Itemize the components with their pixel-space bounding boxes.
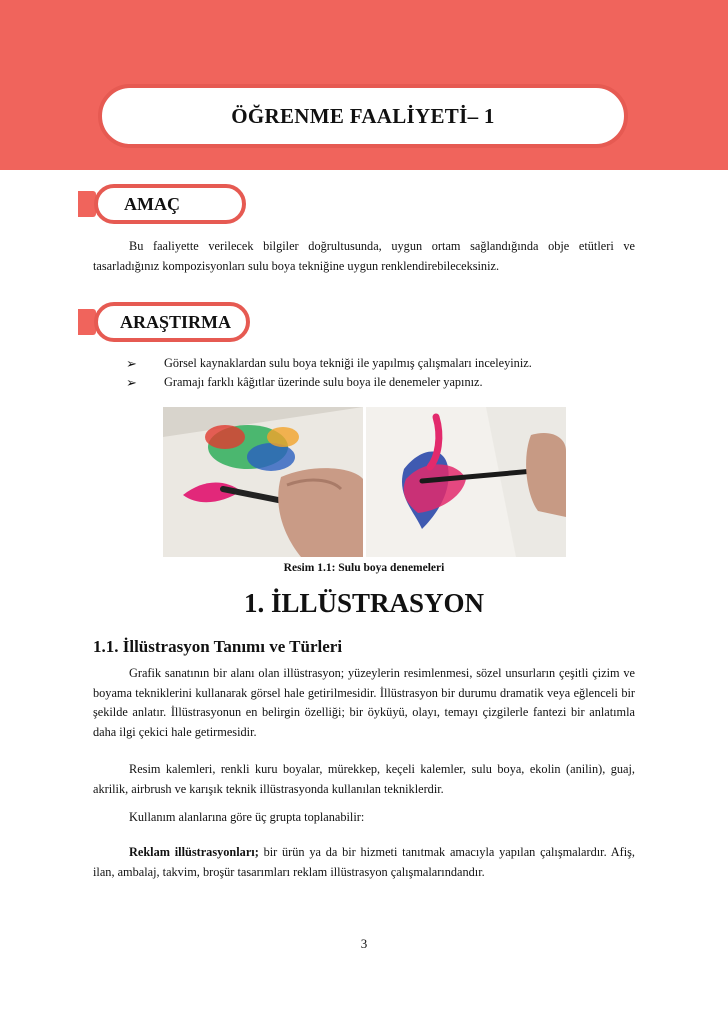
page-number: 3 bbox=[360, 936, 368, 951]
list-item: ➢ Gramajı farklı kâğıtlar üzerinde sulu boya ile denemeler yapınız. bbox=[126, 375, 483, 390]
subsection-title: 1.1. İllüstrasyon Tanımı ve Türleri bbox=[93, 637, 343, 656]
photo-watercolor-right bbox=[366, 407, 566, 557]
arastirma-list bbox=[126, 354, 646, 392]
arrow-bullet-icon: ➢ bbox=[126, 356, 137, 371]
paragraph-advertising: Reklam illüstrasyonları; bir ürün ya da bir hizmeti tanıtmak amacıyla yapılan çalışmalardır. Afiş, ilan, ambalaj, takvim, broşür tasarımları reklam illüstrasyon çalışmalarındandır. bbox=[93, 845, 635, 879]
activity-title-box bbox=[98, 84, 628, 148]
figure-caption: Resim 1.1: Sulu boya denemeleri bbox=[283, 562, 445, 574]
paragraph-groups: Kullanım alanlarına göre üç grupta toplanabilir: bbox=[129, 810, 365, 824]
amac-text: Bu faaliyette verilecek bilgiler doğrultusunda, uygun ortam sağlandığında obje etütleri ve tasarladığınız kompozisyonları sulu boya tekniğine uygun renklendirebileceksiniz. bbox=[93, 239, 635, 273]
list-item: ➢ Görsel kaynaklardan sulu boya tekniği ile yapılmış çalışmaları inceleyiniz. bbox=[126, 356, 532, 371]
amac-label-box bbox=[94, 184, 246, 224]
arastirma-label-box bbox=[94, 302, 250, 342]
paragraph-definition: Grafik sanatının bir alanı olan illüstrasyon; yüzeylerin resimlenmesi, sözel unsurların çeşitli çizim ve boyama tekniklerini kullanarak görsel hale getirilmesidir. İllüstrasyon bir durumu dramatik veya eğlenceli bir şekilde anlatır. İllüstrasyonun en belirgin özelliği; bir öyküyü, olayı, temayı çizgilerle fantezi bir anlatımla daha ilgi çekici hale getirmesidir. bbox=[93, 666, 635, 739]
term-advertising: Reklam illüstrasyonları; bbox=[129, 845, 259, 859]
activity-title: ÖĞRENME FAALİYETİ– 1 bbox=[231, 103, 495, 128]
section-title: 1. İLLÜSTRASYON bbox=[243, 588, 485, 618]
arrow-bullet-icon: ➢ bbox=[126, 375, 137, 390]
photo-watercolor-left bbox=[163, 407, 363, 557]
arastirma-label: ARAŞTIRMA bbox=[120, 311, 232, 332]
amac-label: AMAÇ bbox=[124, 193, 180, 214]
paragraph-techniques: Resim kalemleri, renkli kuru boyalar, mürekkep, keçeli kalemler, sulu boya, ekolin (anilin), guaj, akrilik, airbrush ve karışık teknik illüstrasyonda kullanılan tekniklerdir. bbox=[93, 762, 635, 796]
